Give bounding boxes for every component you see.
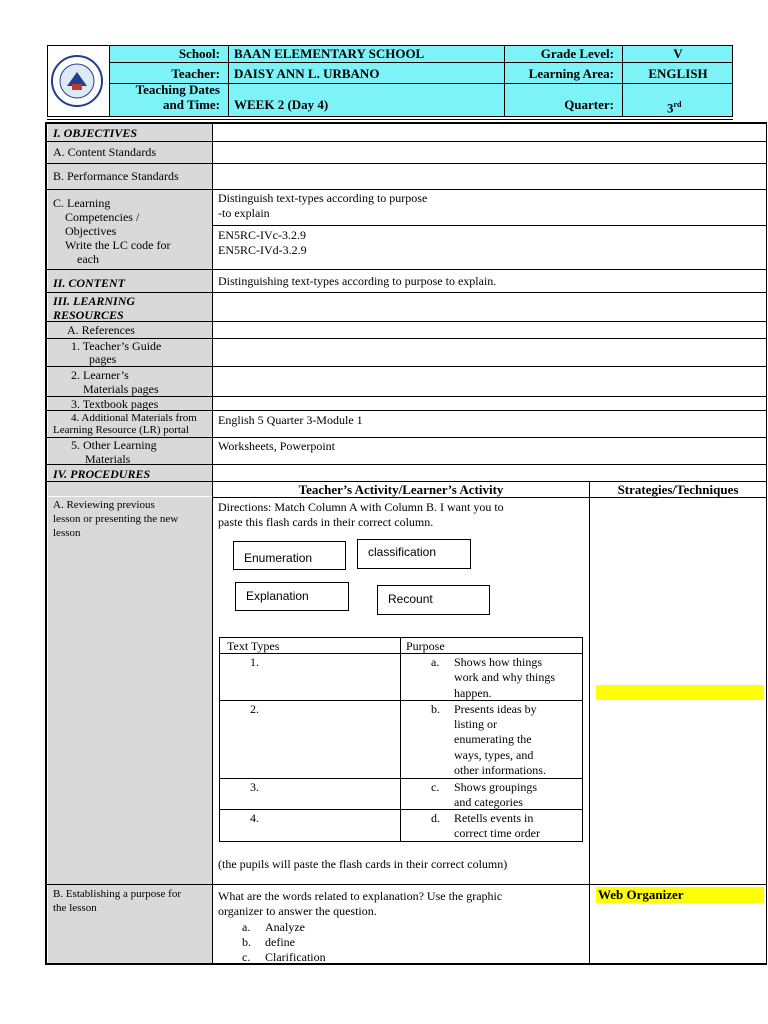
item-b-letter: b.	[242, 935, 251, 949]
row-3-purpose-1: Shows groupings	[454, 780, 538, 794]
lc-value-1: Distinguish text-types according to purpose	[218, 191, 428, 205]
procedures-heading: IV. PROCEDURES	[53, 467, 151, 481]
area-value: ENGLISH	[648, 66, 708, 81]
resources-heading-2: RESOURCES	[53, 308, 124, 322]
flash-card-enumeration: Enumeration	[233, 541, 346, 570]
other-materials-label-1: 5. Other Learning	[71, 438, 157, 452]
additional-materials-value: English 5 Quarter 3-Module 1	[218, 413, 363, 427]
other-materials-label-2: Materials	[85, 452, 131, 466]
row-2-purpose-2: listing or	[454, 717, 498, 731]
objectives-heading: I. OBJECTIVES	[53, 126, 138, 140]
grade-label: Grade Level:	[540, 46, 614, 61]
additional-materials-label-2: Learning Resource (LR) portal	[53, 424, 189, 436]
textbook-label: 3. Textbook pages	[71, 397, 159, 411]
lc-code-1: EN5RC-IVc-3.2.9	[218, 228, 306, 242]
lc-label-3: Objectives	[65, 224, 117, 238]
col-header-purpose: Purpose	[406, 639, 445, 653]
teacher-label: Teacher:	[171, 66, 220, 81]
content-heading: II. CONTENT	[53, 276, 126, 290]
strategy-highlight-a	[596, 685, 764, 700]
row-1-purpose-1: Shows how things	[454, 655, 543, 669]
item-a-text: Analyze	[265, 920, 305, 934]
procedure-b-label-2: the lesson	[53, 902, 97, 914]
row-2-purpose-3: enumerating the	[454, 732, 532, 746]
flash-card-recount: Recount	[377, 585, 490, 615]
flash-card-classification: classification	[357, 539, 471, 569]
row-4-number: 4.	[250, 811, 259, 825]
row-4-purpose-2: correct time order	[454, 826, 540, 840]
row-2-purpose-1: Presents ideas by	[454, 702, 537, 716]
row-2-letter: b.	[431, 702, 440, 716]
procedure-b-label-1: B. Establishing a purpose for	[53, 888, 182, 900]
row-4-purpose-1: Retells events in	[454, 811, 534, 825]
lc-label-1: C. Learning	[53, 196, 111, 210]
learners-materials-label-1: 2. Learner’s	[71, 368, 129, 382]
row-1-number: 1.	[250, 655, 259, 669]
content-standards-label: A. Content Standards	[53, 145, 156, 159]
deped-seal	[50, 52, 104, 110]
quarter-value: 3rd	[667, 100, 682, 116]
dates-label-2: and Time:	[163, 97, 220, 112]
row-3-letter: c.	[431, 780, 440, 794]
school-label: School:	[178, 46, 220, 61]
dates-label-1: Teaching Dates	[135, 82, 220, 97]
additional-materials-label-1: 4. Additional Materials from	[71, 412, 197, 424]
activity-column-header: Teacher’s Activity/Learner’s Activity	[298, 482, 504, 497]
quarter-label: Quarter:	[564, 97, 614, 112]
row-1-letter: a.	[431, 655, 440, 669]
question-line-1: What are the words related to explanation? Use the graphic	[218, 889, 503, 903]
directions-line-1: Directions: Match Column A with Column B. I want you to	[218, 500, 504, 514]
web-organizer-strategy: Web Organizer	[598, 887, 684, 902]
procedure-a-label-1: A. Reviewing previous	[53, 499, 155, 511]
procedure-a-label-3: lesson	[53, 527, 81, 539]
learners-materials-label-2: Materials pages	[83, 382, 159, 396]
performance-standards-label: B. Performance Standards	[53, 169, 179, 183]
row-1-purpose-3: happen.	[454, 686, 492, 700]
row-3-purpose-2: and categories	[454, 795, 523, 809]
item-b-text: define	[265, 935, 295, 949]
strategies-column-header: Strategies/Techniques	[617, 482, 739, 497]
lc-code-2: EN5RC-IVd-3.2.9	[218, 243, 307, 257]
directions-line-2: paste this flash cards in their correct column.	[218, 515, 434, 529]
row-1-purpose-2: work and why things	[454, 670, 555, 684]
dates-value: WEEK 2 (Day 4)	[234, 97, 329, 112]
row-2-purpose-5: other informations.	[454, 763, 546, 777]
row-2-purpose-4: ways, types, and	[454, 748, 534, 762]
row-4-letter: d.	[431, 811, 440, 825]
teachers-guide-label-1: 1. Teacher’s Guide	[71, 339, 162, 353]
references-label: A. References	[67, 323, 135, 337]
resources-heading-1: III. LEARNING	[53, 294, 136, 308]
item-a-letter: a.	[242, 920, 251, 934]
lc-label-2: Competencies /	[65, 210, 140, 224]
procedure-a-label-2: lesson or presenting the new	[53, 513, 179, 525]
other-materials-value: Worksheets, Powerpoint	[218, 439, 336, 453]
area-label: Learning Area:	[528, 66, 614, 81]
teachers-guide-label-2: pages	[89, 352, 117, 366]
teacher-name: DAISY ANN L. URBANO	[234, 66, 380, 81]
lc-label-4: Write the LC code for	[65, 238, 171, 252]
item-c-text: Clarification	[265, 950, 326, 964]
lc-label-5: each	[77, 252, 99, 266]
flash-card-explanation: Explanation	[235, 582, 349, 611]
content-value: Distinguishing text-types according to purpose to explain.	[218, 274, 497, 288]
paste-note: (the pupils will paste the flash cards in their correct column)	[218, 857, 508, 871]
row-2-number: 2.	[250, 702, 259, 716]
school-name: BAAN ELEMENTARY SCHOOL	[234, 46, 425, 61]
question-line-2: organizer to answer the question.	[218, 904, 377, 918]
row-3-number: 3.	[250, 780, 259, 794]
item-c-letter: c.	[242, 950, 251, 964]
lc-value-2: -to explain	[218, 206, 270, 220]
grade-value: V	[673, 46, 683, 61]
col-header-text-types: Text Types	[227, 639, 280, 653]
